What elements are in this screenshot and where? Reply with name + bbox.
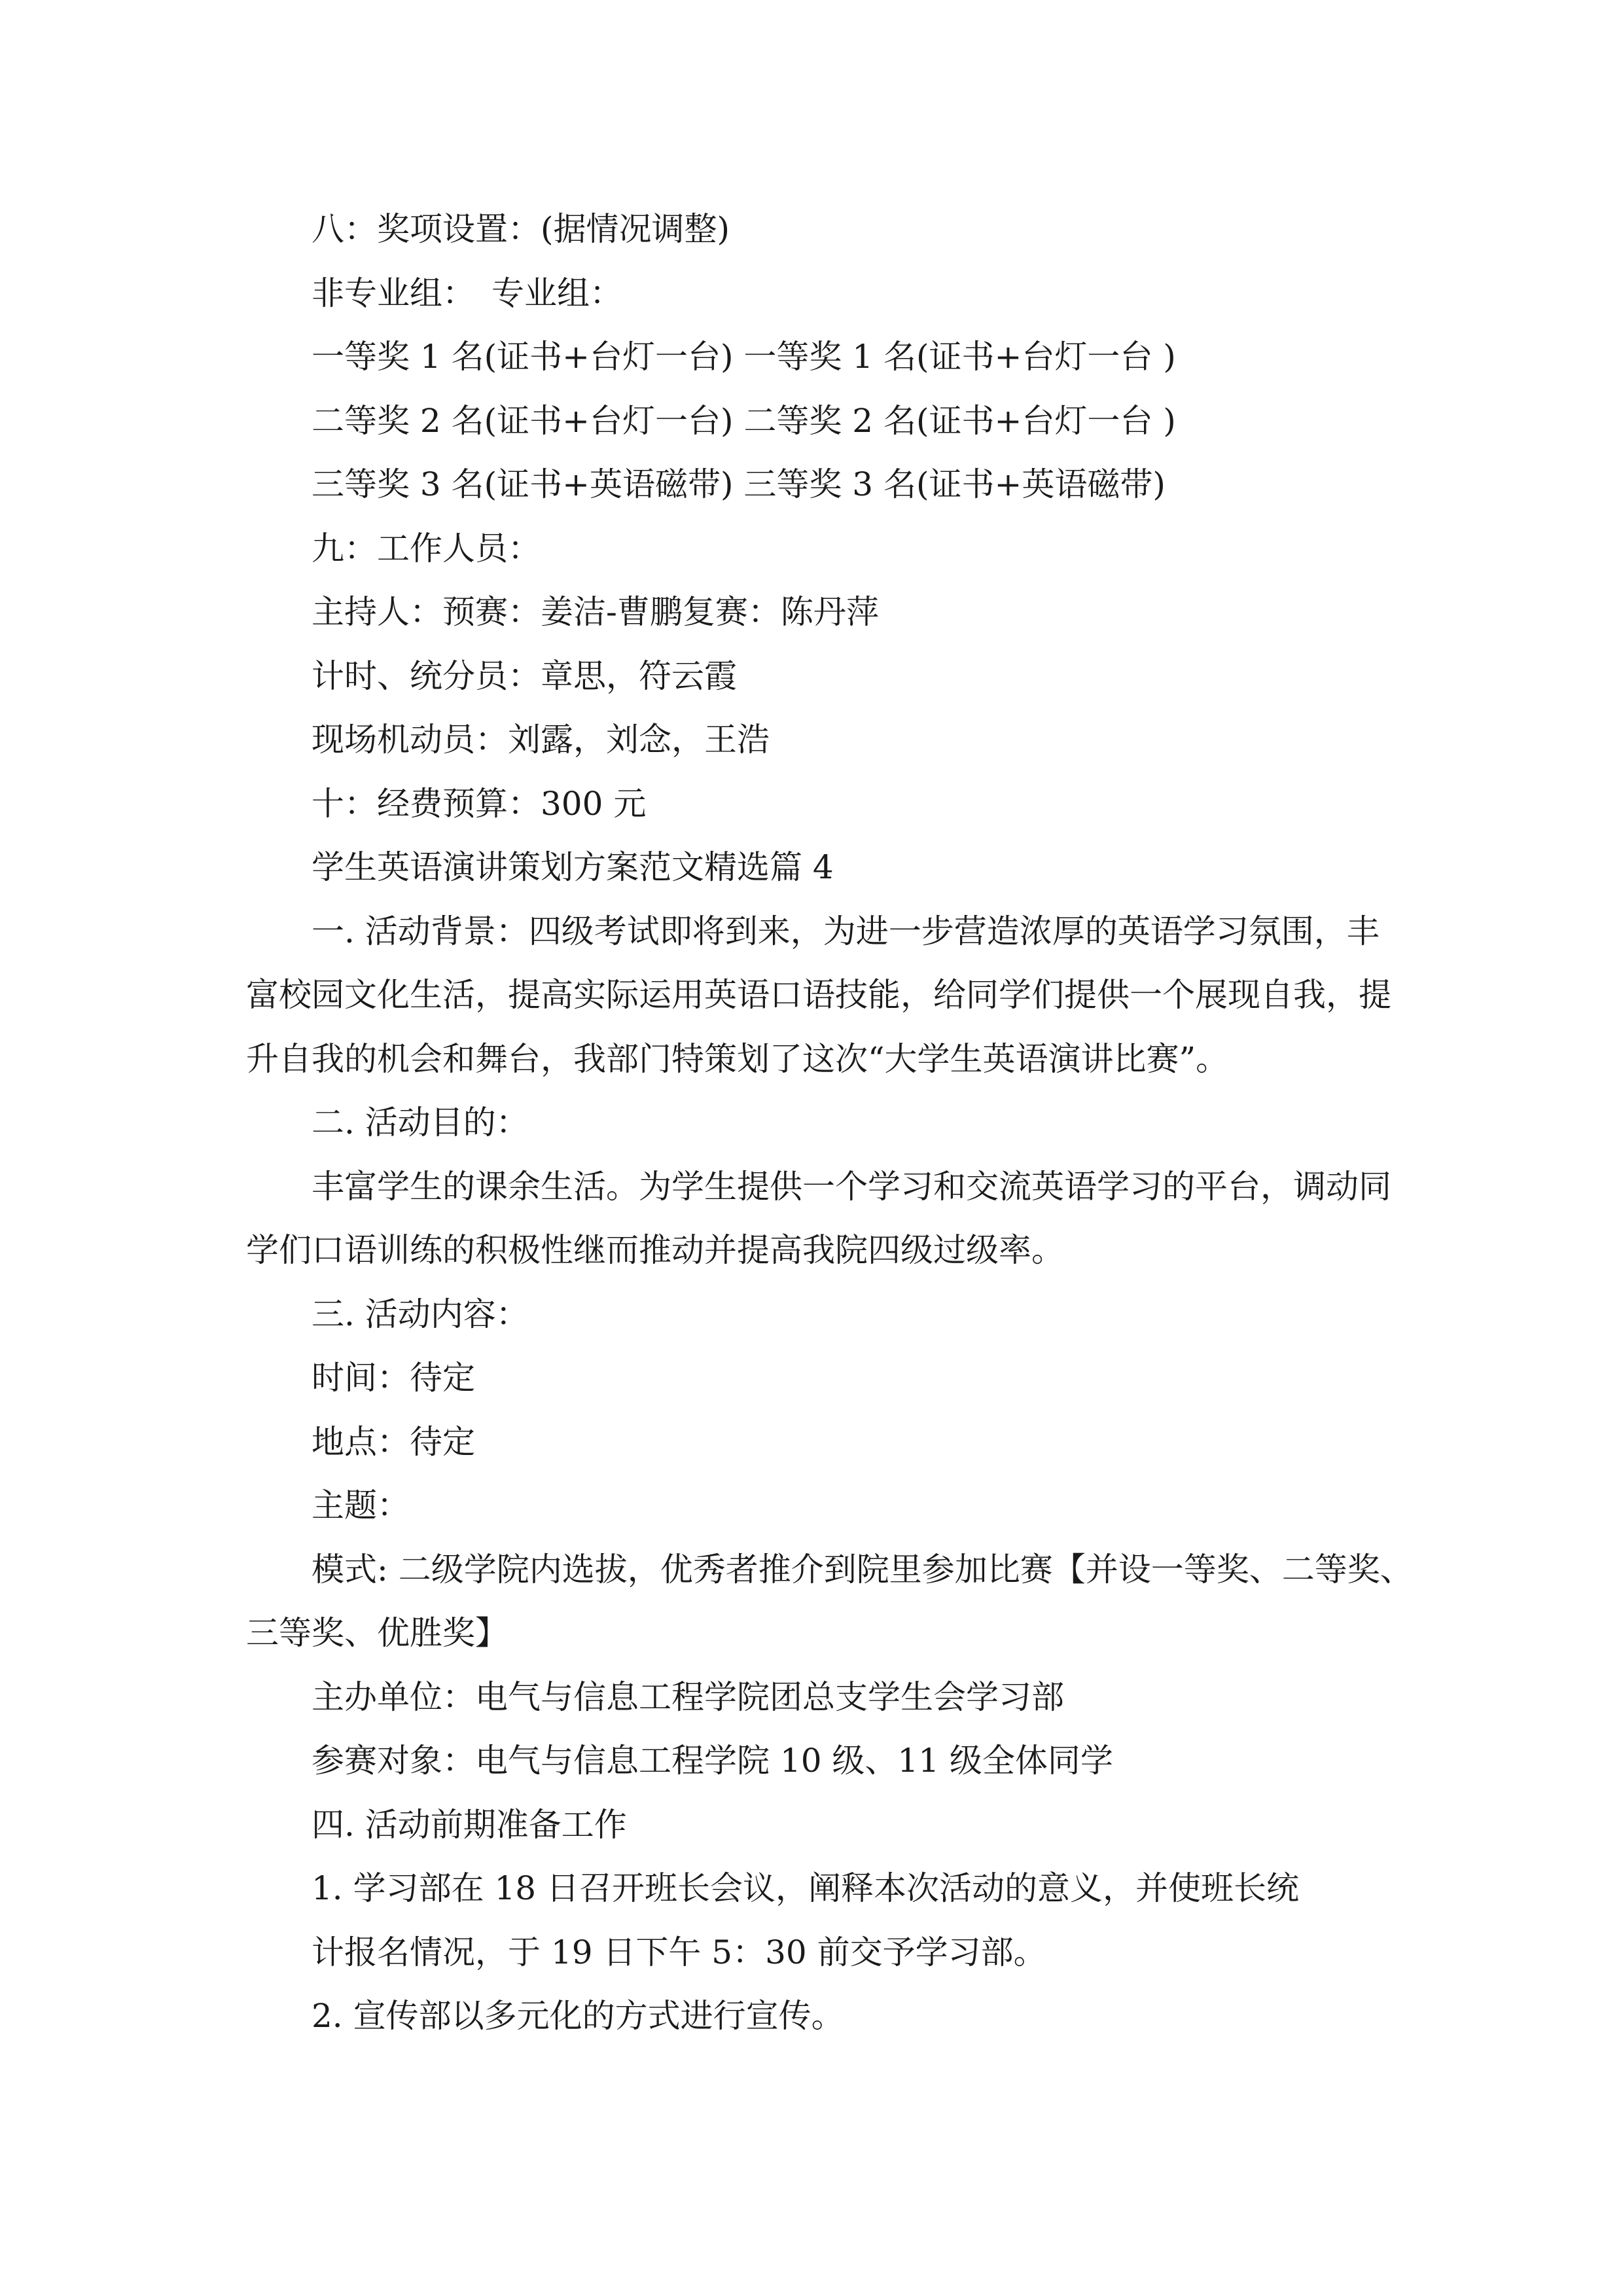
section-heading-budget: 十：经费预算：300 元 xyxy=(312,784,647,823)
paragraph-line: 升自我的机会和舞台，我部门特策划了这次“大学生英语演讲比赛”。 xyxy=(246,1039,1229,1078)
paragraph-line: 三等奖、优胜奖】 xyxy=(246,1614,508,1652)
text-line: 参赛对象：电气与信息工程学院 10 级、11 级全体同学 xyxy=(312,1742,1113,1780)
text-line: 一等奖 1 名(证书+台灯一台) 一等奖 1 名(证书+台灯一台 ) xyxy=(312,338,1176,376)
text-line: 主持人：预赛：姜洁-曹鹏复赛：陈丹萍 xyxy=(312,593,879,631)
section-heading-awards: 八：奖项设置：(据情况调整) xyxy=(312,210,730,248)
text-line: 主题： xyxy=(312,1486,410,1524)
list-item: 2. 宣传部以多元化的方式进行宣传。 xyxy=(312,1997,844,2035)
text-line: 时间：待定 xyxy=(312,1359,475,1397)
text-line: 主办单位：电气与信息工程学院团总支学生会学习部 xyxy=(312,1677,1064,1716)
paragraph-line: 丰富学生的课余生活。为学生提供一个学习和交流英语学习的平台，调动同 xyxy=(312,1167,1391,1206)
list-item-continuation: 计报名情况，于 19 日下午 5：30 前交予学习部。 xyxy=(312,1933,1046,1971)
text-line: 地点：待定 xyxy=(312,1422,475,1461)
paragraph-line: 学们口语训练的积极性继而推动并提高我院四级过级率。 xyxy=(246,1231,1064,1269)
paragraph-line: 模式: 二级学院内选拔，优秀者推介到院里参加比赛【并设一等奖、二等奖、 xyxy=(312,1550,1413,1588)
list-item: 1. 学习部在 18 日召开班长会议，阐释本次活动的意义，并使班长统 xyxy=(312,1869,1300,1907)
text-line: 非专业组： 专业组： xyxy=(312,274,622,312)
document-body xyxy=(246,198,1413,2049)
paragraph-line: 富校园文化生活，提高实际运用英语口语技能，给同学们提供一个展现自我，提 xyxy=(246,976,1391,1014)
text-line: 三等奖 3 名(证书+英语磁带) 三等奖 3 名(证书+英语磁带) xyxy=(312,465,1166,503)
paragraph-line: 一. 活动背景：四级考试即将到来，为进一步营造浓厚的英语学习氛围，丰 xyxy=(312,912,1380,950)
document-subtitle: 学生英语演讲策划方案范文精选篇 4 xyxy=(312,848,834,886)
text-line: 计时、统分员：章思，符云霞 xyxy=(312,656,737,695)
section-heading-content: 三. 活动内容： xyxy=(312,1295,529,1333)
section-heading-staff: 九：工作人员： xyxy=(312,529,541,567)
text-line: 现场机动员：刘露，刘念，王浩 xyxy=(312,721,770,759)
section-heading-purpose: 二. 活动目的： xyxy=(312,1103,529,1141)
text-line: 二等奖 2 名(证书+台灯一台) 二等奖 2 名(证书+台灯一台 ) xyxy=(312,401,1176,440)
section-heading-preparation: 四. 活动前期准备工作 xyxy=(312,1805,627,1844)
